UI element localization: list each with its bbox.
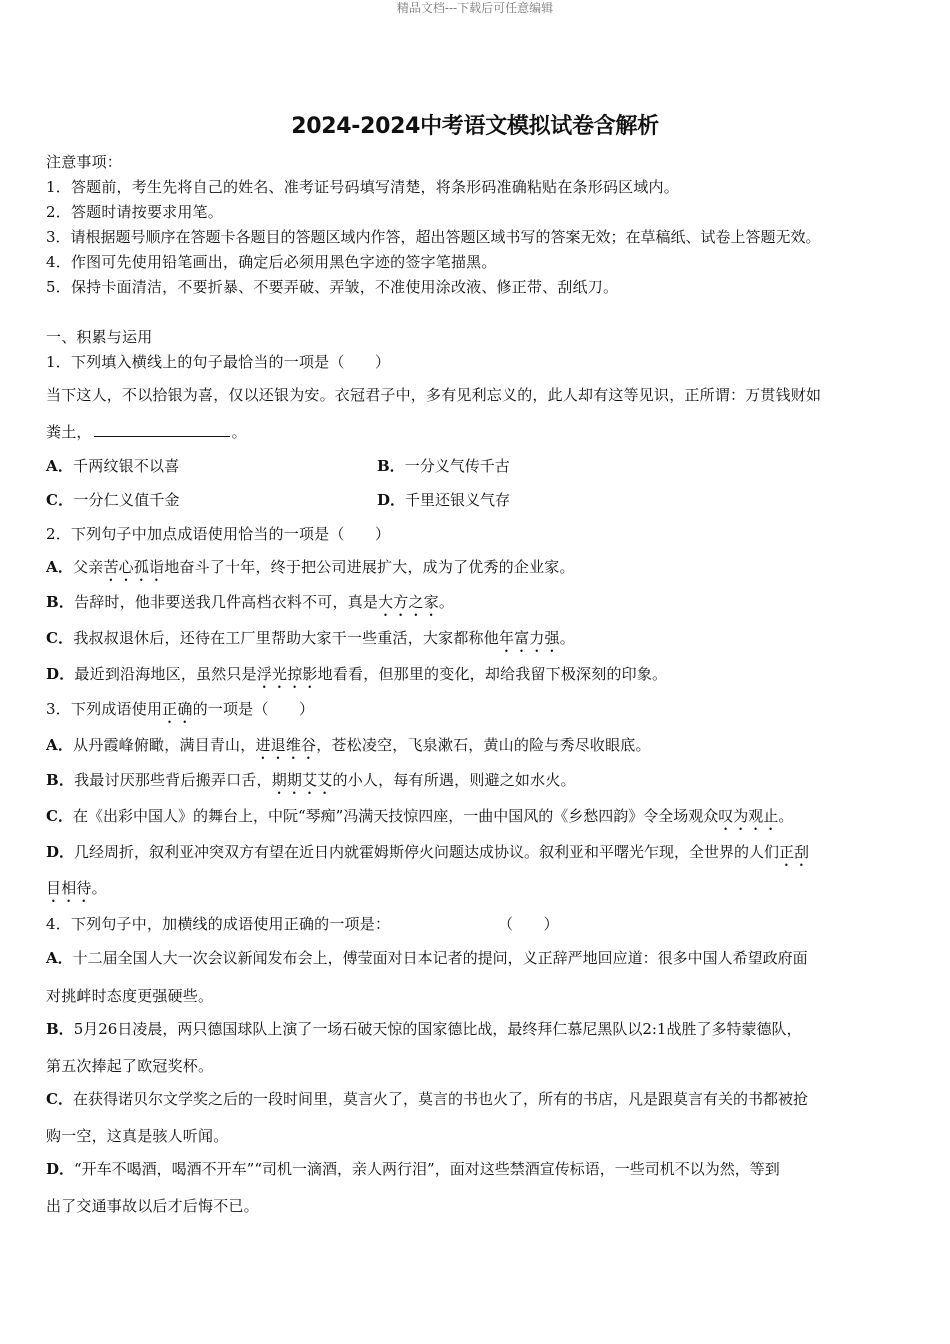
option-letter: C．	[46, 491, 74, 509]
q1-passage-line2	[46, 422, 247, 442]
q3-option-a	[46, 735, 651, 763]
option-text: 地看看，但那里的变化，却给我留下极深刻的印象。	[317, 665, 668, 683]
dotted-idiom: 正刮	[779, 843, 810, 861]
option-letter: B．	[46, 1020, 74, 1038]
option-letter: C．	[46, 629, 74, 647]
q2-option-d	[46, 664, 667, 692]
option-letter: A．	[46, 949, 73, 967]
q3-option-d-line2	[46, 878, 107, 906]
q1-stem: 1．下列填入横线上的句子最恰当的一项是（ ）	[46, 353, 391, 371]
option-letter: C．	[46, 1090, 73, 1108]
q4-option-d	[46, 1159, 780, 1179]
dotted-idiom: 期期艾艾	[271, 771, 333, 789]
q2-option-c	[46, 628, 575, 656]
q4-option-c-line2: 购一空，这真是骇人听闻。	[46, 1127, 229, 1145]
notice-item: 5．保持卡面清洁，不要折暴、不要弄破、弄皱，不准使用涂改液、修正带、刮纸刀。	[46, 278, 619, 296]
q3-option-c	[46, 806, 793, 834]
notice-item: 2．答题时请按要求用笔。	[46, 203, 223, 221]
dotted-idiom: 大方之家	[378, 593, 439, 611]
option-text: 十二届全国人大一次会议新闻发布会上，傅莹面对日本记者的提问，义正辞严地回应道：很多中国人希望政府面	[72, 949, 808, 967]
dotted-idiom: 叹为观止	[718, 807, 779, 825]
q4-option-d-line2: 出了交通事故以后才后悔不已。	[46, 1197, 259, 1215]
q4-option-c	[46, 1089, 808, 1109]
notice-item: 4．作图可先使用铅笔画出，确定后必须用黑色字迹的签字笔描黑。	[46, 253, 497, 271]
option-letter: A．	[46, 558, 74, 576]
q2-option-a	[46, 557, 575, 585]
option-text: 几经周折，叙利亚冲突双方有望在近日内就霍姆斯停火问题达成协议。叙利亚和平曙光乍现，全世界的人们	[74, 843, 780, 861]
option-text: 在《出彩中国人》的舞台上，中阮“琴痴”冯满天技惊四座，一曲中国风的《乡愁四韵》令全场观众	[72, 807, 719, 825]
page-title: 2024-2024中考语文模拟试卷含解析	[291, 114, 659, 139]
option-letter: B．	[46, 771, 75, 789]
option-text: 在获得诺贝尔文学奖之后的一段时间里，莫言火了，莫言的书也火了，所有的书店，凡是跟莫言有关的书都被抢	[72, 1090, 808, 1108]
option-text: 。	[438, 593, 455, 611]
q1-option-a	[46, 456, 179, 476]
option-text: 5月26日凌晨，两只德国球队上演了一场石破天惊的国家德比战，最终拜仁慕尼黑队以2:1战胜了多特蒙德队，	[73, 1020, 802, 1038]
q4-option-a-line2: 对挑衅时态度更强硬些。	[46, 987, 214, 1005]
dotted-word: 正确	[162, 700, 193, 718]
section-heading: 一、积累与运用	[46, 328, 153, 346]
option-text: 父亲	[73, 558, 104, 576]
notice-item: 1．答题前，考生先将自己的姓名、准考证号码填写清楚，将条形码准确粘贴在条形码区域内。	[46, 178, 679, 196]
q1-passage: 当下这人，不以拾银为喜，仅以还银为安。衣冠君子中，多有见利忘义的，此人却有这等见识，正所谓：万贯钱财如	[46, 386, 822, 404]
option-text: 一分仁义值千金	[73, 491, 180, 509]
option-letter: D．	[46, 1160, 75, 1178]
answer-blank	[94, 422, 230, 437]
option-letter: A．	[46, 736, 74, 754]
q4-option-b	[46, 1019, 801, 1039]
option-letter: D．	[46, 843, 75, 861]
stem-text: 3．下列成语使用	[46, 700, 163, 718]
dotted-idiom: 目相待	[46, 879, 92, 897]
option-text: 我叔叔退休后，还待在工厂里帮助大家干一些重活，大家都称他	[73, 629, 499, 647]
option-text: “开车不喝酒，喝酒不开车”“司机一滴酒，亲人两行泪”，面对这些禁酒宣传标语，一些司机不以为然，等到	[74, 1160, 780, 1178]
q4-option-a	[46, 948, 808, 968]
q1-passage-post: 。	[231, 423, 247, 441]
option-text: 。	[91, 879, 107, 897]
q3-option-d	[46, 842, 809, 870]
stem-text: 4．下列句子中，加横线的成语使用正确的一项是：	[46, 915, 391, 933]
option-letter: C．	[46, 807, 73, 825]
dotted-idiom: 进退维谷	[255, 736, 317, 754]
option-letter: B．	[377, 457, 405, 475]
option-text: 一分义气传千古	[404, 457, 510, 475]
q4-option-b-line2: 第五次捧起了欧冠奖杯。	[46, 1057, 214, 1075]
q2-option-b	[46, 592, 454, 620]
option-letter: D．	[377, 491, 406, 509]
notice-item: 3．请根据题号顺序在答题卡各题目的答题区域内作答，超出答题区域书写的答案无效；在草稿纸、试卷上答题无效。	[46, 228, 821, 246]
option-text: 最近到沿海地区，虽然只是	[74, 665, 257, 683]
option-text: 。	[778, 807, 794, 825]
option-text: 千两纹银不以喜	[73, 457, 180, 475]
q1-option-b	[377, 456, 510, 476]
option-text: 我最讨厌那些背后搬弄口舌，	[74, 771, 272, 789]
page-header: 精品文档---下载后可任意编辑	[396, 1, 554, 15]
option-text: 。	[559, 629, 575, 647]
q1-option-c	[46, 490, 180, 510]
q4-answer-paren: （ ）	[498, 915, 559, 933]
option-text: 从丹霞峰俯瞰，满目青山，	[73, 736, 256, 754]
option-letter: A．	[46, 457, 74, 475]
stem-text: 的一项是（ ）	[192, 700, 315, 718]
dotted-idiom: 苦心孤诣	[103, 558, 165, 576]
q4-stem	[46, 914, 390, 934]
option-text: 千里还银义气存	[405, 491, 511, 509]
dotted-idiom: 浮光掠影	[256, 665, 318, 683]
q2-stem: 2．下列句子中加点成语使用恰当的一项是（ ）	[46, 525, 391, 543]
q1-option-d	[377, 490, 510, 510]
dotted-idiom: 年富力强	[498, 629, 560, 647]
option-letter: D．	[46, 665, 75, 683]
option-text: 的小人，每有所遇，则避之如水火。	[332, 771, 576, 789]
q3-option-b	[46, 770, 576, 798]
option-text: 告辞时，他非要送我几件高档衣料不可，真是	[74, 593, 379, 611]
q1-passage-pre: 粪土，	[46, 423, 92, 441]
option-letter: B．	[46, 593, 75, 611]
q3-stem	[46, 699, 314, 727]
notice-heading: 注意事项：	[46, 153, 123, 171]
option-text: ，苍松凌空，飞泉漱石，黄山的险与秀尽收眼底。	[316, 736, 651, 754]
option-text: 地奋斗了十年，终于把公司进展扩大，成为了优秀的企业家。	[164, 558, 575, 576]
